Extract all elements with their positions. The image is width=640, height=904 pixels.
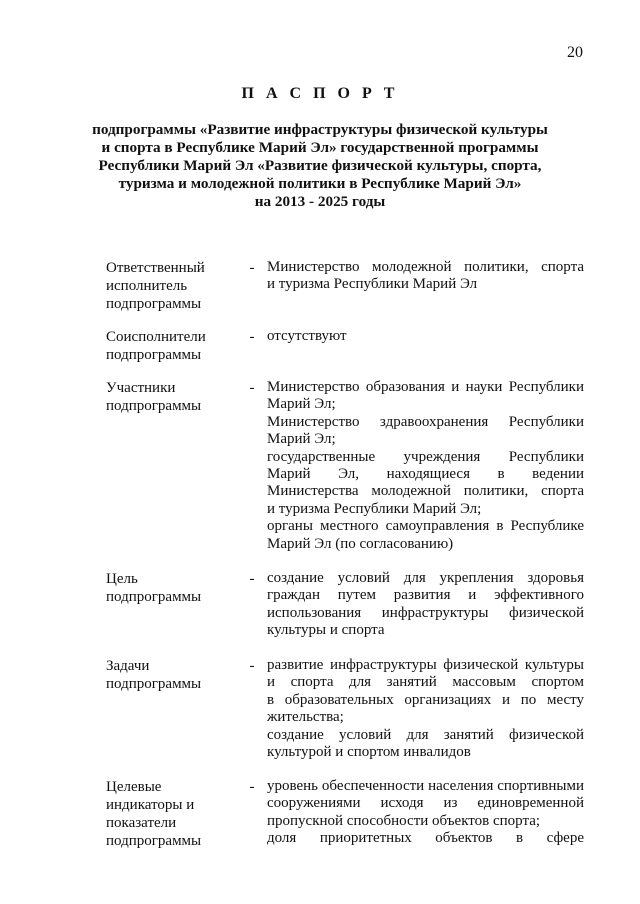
row-label: [106, 570, 241, 606]
label-line: показатели: [106, 815, 177, 831]
value-line: граждан путем развития и эффективного: [267, 587, 584, 604]
subtitle-line: подпрограммы «Развитие инфраструктуры физической культуры: [92, 121, 548, 138]
value-line: и туризма Республики Марий Эл;: [267, 500, 482, 517]
row-value: [267, 259, 584, 294]
value-line: Министерства молодежной политики, спорта: [267, 483, 584, 500]
row-label: [106, 657, 241, 693]
value-line: развитие инфраструктуры физической культуры: [267, 657, 584, 673]
value-line: Марий Эл (по согласованию): [267, 535, 454, 552]
value-line: в образовательных организациях и по месту: [267, 691, 584, 708]
row-dash: -: [249, 329, 255, 345]
subtitle-line: туризма и молодежной политики в Республике Марий Эл»: [118, 175, 522, 192]
label-line: подпрограммы: [106, 589, 202, 605]
value-line: отсутствуют: [267, 328, 347, 344]
subtitle-line: Республики Марий Эл «Развитие физической культуры, спорта,: [98, 157, 542, 174]
value-line: Марий Эл;: [267, 431, 336, 448]
value-line: Министерство молодежной политики, спорта: [267, 259, 584, 275]
value-line: создание условий для укрепления здоровья: [267, 570, 584, 586]
value-line: Марий Эл;: [267, 396, 336, 413]
label-line: подпрограммы: [106, 296, 202, 312]
row-label: [106, 379, 241, 415]
row-dash: -: [249, 260, 255, 276]
value-line: и спорта для занятий массовым спортом: [267, 674, 584, 691]
row-dash: -: [249, 380, 255, 396]
value-line: пропускной способности объектов спорта;: [267, 812, 541, 829]
label-line: подпрограммы: [106, 398, 202, 414]
subtitle-line: и спорта в Республике Марий Эл» государственной программы: [101, 139, 539, 156]
value-line: государственные учреждения Республики: [267, 448, 584, 465]
label-line: подпрограммы: [106, 347, 202, 363]
label-line: Задачи: [106, 658, 150, 674]
label-line: Участники: [106, 380, 176, 396]
label-line: подпрограммы: [106, 833, 202, 849]
row-value: [267, 328, 584, 345]
label-line: Целевые: [106, 779, 162, 795]
value-line: Министерство здравоохранения Республики: [267, 413, 584, 430]
value-line: органы местного самоуправления в Республике: [267, 518, 584, 535]
value-line: жительства;: [267, 709, 344, 726]
row-value: [267, 570, 584, 640]
value-line: сооружениями исходя из единовременной: [267, 795, 584, 812]
row-dash: -: [249, 779, 255, 795]
document-title: П А С П О Р Т: [241, 85, 399, 102]
row-label: [106, 328, 241, 364]
row-value: [267, 778, 584, 848]
label-line: Цель: [106, 571, 138, 587]
value-line: создание условий для занятий физической: [267, 726, 584, 743]
label-line: подпрограммы: [106, 676, 202, 692]
value-line: Марий Эл, находящиеся в ведении: [267, 466, 584, 483]
label-line: Соисполнители: [106, 329, 206, 345]
value-line: использования инфраструктуры физической: [267, 604, 584, 621]
value-line: уровень обеспеченности населения спортивными: [267, 778, 584, 794]
subtitle-line: на 2013 - 2025 годы: [254, 193, 386, 210]
value-line: Министерство образования и науки Республики: [267, 379, 584, 395]
value-line: культурой и спортом инвалидов: [267, 744, 471, 761]
page-number: 20: [567, 44, 583, 61]
value-line: и туризма Республики Марий Эл: [267, 276, 478, 293]
row-value: [267, 657, 584, 761]
subtitle: [0, 121, 640, 211]
label-line: исполнитель: [106, 278, 188, 294]
row-dash: -: [249, 658, 255, 674]
row-dash: -: [249, 571, 255, 587]
row-value: [267, 379, 584, 553]
value-line: доля приоритетных объектов в сфере: [267, 830, 584, 847]
row-label: [106, 778, 241, 850]
row-label: [106, 259, 241, 313]
value-line: культуры и спорта: [267, 622, 385, 639]
label-line: Ответственный: [106, 260, 205, 276]
label-line: индикаторы и: [106, 797, 195, 813]
